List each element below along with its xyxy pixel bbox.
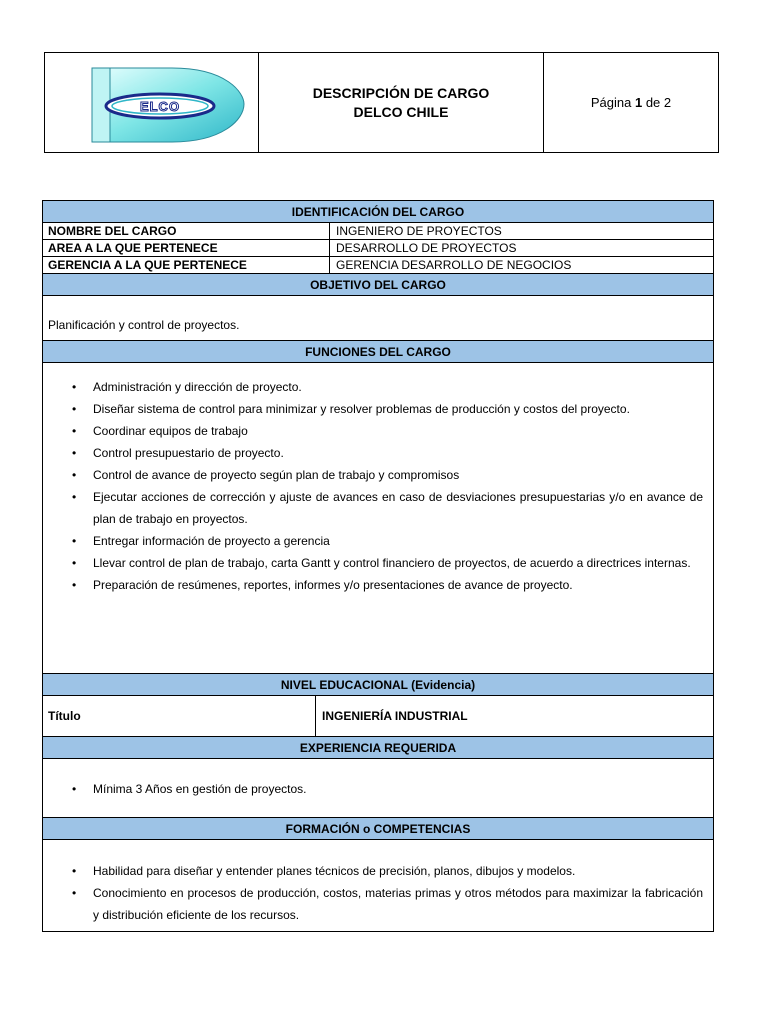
row-label: AREA A LA QUE PERTENECE <box>43 240 330 256</box>
row-value: INGENIERO DE PROYECTOS <box>336 224 502 238</box>
page-sep: de <box>645 95 661 110</box>
objetivo-text: Planificación y control de proyectos. <box>43 296 713 341</box>
svg-text:ELCO: ELCO <box>139 98 180 114</box>
list-item: • Ejecutar acciones de corrección y ajuste de avances en caso de desviaciones presupuestarias y/o en avance de plan de trabajo en proyectos. <box>43 486 713 530</box>
document-title <box>259 53 544 152</box>
table-row <box>43 223 713 240</box>
list-item: • Conocimiento en procesos de producción, costos, materias primas y otros métodos para maximizar la fabricación y distribución eficiente de los recursos. <box>43 882 713 926</box>
table-row <box>43 257 713 274</box>
row-value: DESARROLLO DE PROYECTOS <box>336 241 517 255</box>
company-logo <box>45 53 259 152</box>
page-total: 2 <box>663 95 672 110</box>
delco-logo-icon <box>52 58 252 148</box>
list-item: • Administración y dirección de proyecto. <box>43 376 713 398</box>
row-label: NOMBRE DEL CARGO <box>43 223 330 239</box>
job-description-table <box>42 200 714 932</box>
experiencia-list <box>43 759 713 818</box>
page-number <box>544 53 718 152</box>
title-line-2: DELCO CHILE <box>353 103 449 120</box>
list-item: • Habilidad para diseñar y entender planes técnicos de precisión, planos, dibujos y modelos. <box>43 860 713 882</box>
row-label: GERENCIA A LA QUE PERTENECE <box>43 257 330 273</box>
formacion-list <box>43 840 713 931</box>
row-value: GERENCIA DESARROLLO DE NEGOCIOS <box>336 258 572 272</box>
titulo-row <box>43 696 713 737</box>
section-nivel-educacional: NIVEL EDUCACIONAL (Evidencia) <box>43 674 713 696</box>
title-line-1: DESCRIPCIÓN DE CARGO <box>312 84 490 101</box>
page-prefix: Página <box>590 95 632 110</box>
list-item: • Control de avance de proyecto según plan de trabajo y compromisos <box>43 464 713 486</box>
list-item: • Mínima 3 Años en gestión de proyectos. <box>43 778 713 800</box>
section-experiencia: EXPERIENCIA REQUERIDA <box>43 737 713 759</box>
table-row <box>43 240 713 257</box>
list-item: • Diseñar sistema de control para minimizar y resolver problemas de producción y costos del proyecto. <box>43 398 713 420</box>
list-item: • Entregar información de proyecto a gerencia <box>43 530 713 552</box>
list-item: • Control presupuestario de proyecto. <box>43 442 713 464</box>
list-item: • Llevar control de plan de trabajo, carta Gantt y control financiero de proyectos, de acuerdo a directrices internas. <box>43 552 713 574</box>
titulo-label: Título <box>43 696 316 736</box>
document-header <box>44 52 719 153</box>
section-objetivo: OBJETIVO DEL CARGO <box>43 274 713 296</box>
section-identificacion: IDENTIFICACIÓN DEL CARGO <box>43 201 713 223</box>
list-item: • Coordinar equipos de trabajo <box>43 420 713 442</box>
page-current: 1 <box>634 95 643 110</box>
titulo-value: INGENIERÍA INDUSTRIAL <box>322 709 468 723</box>
section-formacion: FORMACIÓN o COMPETENCIAS <box>43 818 713 840</box>
list-item: • Preparación de resúmenes, reportes, informes y/o presentaciones de avance de proyecto. <box>43 574 713 596</box>
section-funciones: FUNCIONES DEL CARGO <box>43 341 713 363</box>
funciones-list <box>43 363 713 674</box>
